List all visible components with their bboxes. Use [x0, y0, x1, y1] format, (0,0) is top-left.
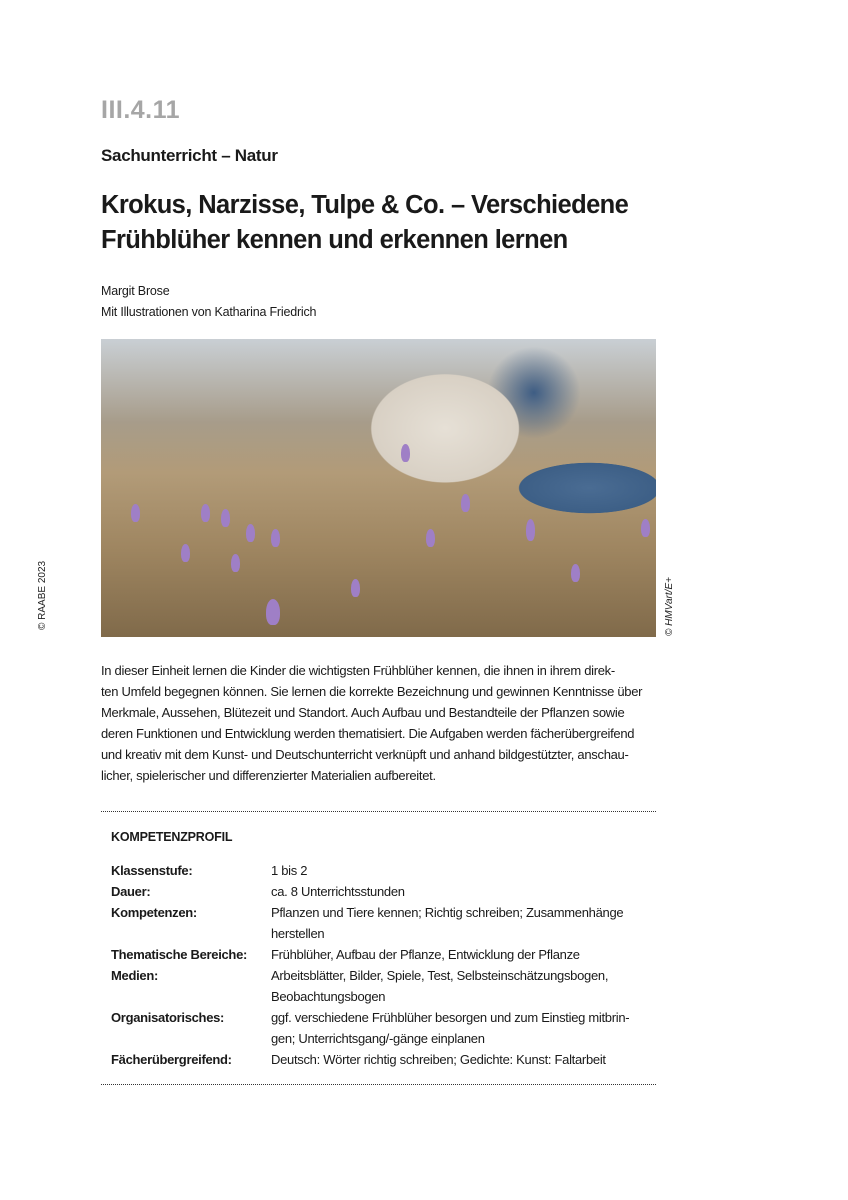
crocus-flower	[246, 524, 255, 542]
intro-paragraph	[101, 660, 642, 786]
row-value: Pflanzen und Tiere kennen; Richtig schreiben; Zusammenhänge herstellen	[271, 905, 624, 941]
kompetenzprofil-table	[111, 860, 651, 1070]
crocus-flower	[401, 444, 410, 462]
row-label: Thematische Bereiche:	[111, 947, 248, 962]
kompetenzprofil-heading: KOMPETENZPROFIL	[111, 830, 233, 844]
crocus-flower	[426, 529, 435, 547]
row-value: ca. 8 Unterrichtsstunden	[271, 884, 405, 899]
intro-line: licher, spielerischer und differenzierter Materialien aufbereitet.	[101, 768, 436, 783]
crocus-flower	[221, 509, 230, 527]
crocus-flower	[266, 599, 280, 625]
title-line: Frühblüher kennen und erkennen lernen	[101, 226, 568, 254]
page-title	[101, 188, 628, 258]
profile-row	[111, 860, 651, 881]
illustrator: Mit Illustrationen von Katharina Friedrich	[101, 305, 317, 319]
crocus-flower	[526, 519, 535, 541]
profile-row	[111, 1049, 651, 1070]
cover-photo	[101, 339, 656, 637]
profile-row	[111, 944, 651, 965]
author-block	[101, 281, 316, 323]
crocus-flower	[571, 564, 580, 582]
divider-bottom	[101, 1084, 656, 1085]
profile-row	[111, 965, 651, 1007]
intro-line: ten Umfeld begegnen können. Sie lernen die korrekte Bezeichnung und gewinnen Kenntnisse über	[101, 684, 643, 699]
row-label: Organisatorisches:	[111, 1010, 225, 1025]
crocus-flower	[231, 554, 240, 572]
row-label: Dauer:	[111, 884, 151, 899]
intro-line: Merkmale, Aussehen, Blütezeit und Standort. Auch Aufbau und Bestandteile der Pflanzen sowie	[101, 705, 625, 720]
row-label: Klassenstufe:	[111, 863, 193, 878]
row-value: 1 bis 2	[271, 863, 308, 878]
crocus-flower	[181, 544, 190, 562]
row-value: Arbeitsblätter, Bilder, Spiele, Test, Selbsteinschätzungsbogen, Beobachtungsbogen	[271, 968, 609, 1004]
title-line: Krokus, Narzisse, Tulpe & Co. – Verschiedene	[101, 191, 629, 219]
profile-row	[111, 902, 651, 944]
row-value: Frühblüher, Aufbau der Pflanze, Entwicklung der Pflanze	[271, 947, 580, 962]
row-label: Kompetenzen:	[111, 905, 197, 920]
profile-row	[111, 881, 651, 902]
intro-line: und kreativ mit dem Kunst- und Deutschunterricht verknüpft und anhand bildgestützter, anschau-	[101, 747, 629, 762]
row-label: Medien:	[111, 968, 159, 983]
author-name: Margit Brose	[101, 284, 170, 298]
intro-line: In dieser Einheit lernen die Kinder die wichtigsten Frühblüher kennen, die ihnen in ihrem direk-	[101, 663, 615, 678]
crocus-flower	[641, 519, 650, 537]
copyright-notice: © RAABE 2023	[37, 560, 48, 630]
crocus-flower	[351, 579, 360, 597]
crocus-flower	[461, 494, 470, 512]
crocus-flower	[131, 504, 140, 522]
intro-line: deren Funktionen und Entwicklung werden thematisiert. Die Aufgaben werden fächerübergreifend	[101, 726, 635, 741]
unit-number: III.4.11	[101, 96, 181, 124]
profile-row	[111, 1007, 651, 1049]
crocus-flower	[201, 504, 210, 522]
crocus-flower	[271, 529, 280, 547]
subject-heading: Sachunterricht – Natur	[101, 146, 278, 165]
divider-top	[101, 811, 656, 812]
row-label: Fächerübergreifend:	[111, 1052, 232, 1067]
row-value: Deutsch: Wörter richtig schreiben; Gedichte: Kunst: Faltarbeit	[271, 1052, 606, 1067]
photo-credit: © HMVart/E+	[664, 577, 675, 636]
row-value: ggf. verschiedene Frühblüher besorgen und zum Einstieg mitbrin-gen; Unterrichtsgang/-gänge einplanen	[271, 1010, 630, 1046]
